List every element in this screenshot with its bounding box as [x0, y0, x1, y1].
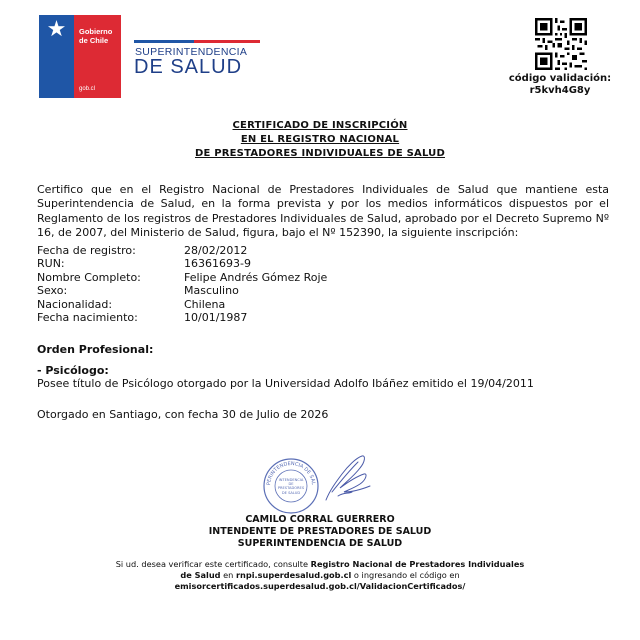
validation-label: código validación:	[508, 73, 612, 84]
field-row	[37, 311, 327, 324]
field-label: Fecha nacimiento:	[37, 311, 138, 325]
footer-registry-name: Registro Nacional de Prestadores Individuales de Salud	[180, 559, 525, 580]
signer-block	[120, 514, 520, 550]
field-value: 16361693-9	[184, 257, 251, 271]
qr-code-icon	[535, 18, 587, 70]
footer-text-1: Si ud. desea verificar este certificado, consulte	[115, 559, 311, 569]
title-line1: CERTIFICADO DE INSCRIPCIÓN	[232, 120, 408, 131]
field-row	[37, 257, 327, 270]
field-value: 10/01/1987	[184, 311, 248, 325]
profession-detail: Posee título de Psicólogo otorgado por la Universidad Adolfo Ibáñez emitido el 19/04/2011	[37, 377, 534, 390]
field-label: Nacionalidad:	[37, 297, 113, 311]
field-row	[37, 284, 327, 297]
orden-profesional-heading: Orden Profesional:	[37, 343, 154, 356]
field-label: Fecha de registro:	[37, 244, 136, 257]
field-label: Sexo:	[37, 284, 68, 298]
validation-block	[500, 73, 620, 97]
profession-heading: - Psicólogo:	[37, 364, 109, 377]
footer-validation-link[interactable]: emisorcertificados.superdesalud.gob.cl/ValidacionCertificados/	[174, 581, 466, 591]
star-icon: ★	[46, 17, 67, 42]
title-line3: DE PRESTADORES INDIVIDUALES DE SALUD	[195, 148, 445, 159]
superintendencia-logo	[134, 40, 260, 78]
certificate-title	[120, 119, 520, 161]
field-value: Felipe Andrés Gómez Roje	[184, 270, 328, 284]
field-row	[37, 244, 327, 257]
signer-name: CAMILO CORRAL GUERRERO	[245, 514, 395, 525]
signature-icon	[318, 452, 378, 507]
registration-fields	[37, 244, 327, 324]
footer-text-3: o ingresando el código en	[351, 570, 460, 580]
field-value: Chilena	[184, 297, 226, 311]
gobierno-de-chile-logo	[39, 15, 121, 98]
signer-role: INTENDENTE DE PRESTADORES DE SALUD	[208, 526, 432, 537]
seal-center-text: INTENDENCIA DE PRESTADORES DE SALUD	[277, 478, 305, 495]
verification-footer	[110, 559, 530, 592]
field-row	[37, 271, 327, 284]
gob-logo-line2: de Chile	[79, 36, 109, 45]
footer-registry-link[interactable]: rnpi.superdesalud.gob.cl	[235, 570, 352, 580]
signer-org: SUPERINTENDENCIA DE SALUD	[237, 538, 403, 549]
title-line2: EN EL REGISTRO NACIONAL	[240, 134, 400, 145]
field-value: 28/02/2012	[184, 244, 248, 257]
gob-logo-url: gob.cl	[79, 86, 96, 92]
field-value: Masculino	[184, 284, 239, 298]
super-logo-line1: SUPERINTENDENCIA	[135, 46, 248, 58]
super-logo-line2: DE SALUD	[134, 56, 243, 78]
seal-text: PERINTENDENCIA DE SAL	[265, 460, 316, 486]
intro-paragraph: Certifico que en el Registro Nacional de Prestadores Individuales de Salud que mantiene esta Superintendencia de Salud, en la forma prevista y por los medios informáticos dispuestos por el Reglamento de los registros de Prestadores Individuales de Salud, aprobado por el Decreto Supremo Nº 16, de 2007, del Ministerio de Salud, figura, bajo el Nº 152390, la siguiente inscripción:	[37, 183, 609, 239]
official-seal-icon	[262, 457, 320, 515]
issued-statement: Otorgado en Santiago, con fecha 30 de Julio de 2026	[37, 408, 329, 421]
footer-text-2: en	[220, 570, 236, 580]
field-label: RUN:	[37, 257, 65, 271]
field-row	[37, 298, 327, 311]
validation-code: r5kvh4G8y	[529, 85, 591, 96]
field-label: Nombre Completo:	[37, 270, 141, 284]
gob-logo-line1: Gobierno	[79, 27, 113, 36]
